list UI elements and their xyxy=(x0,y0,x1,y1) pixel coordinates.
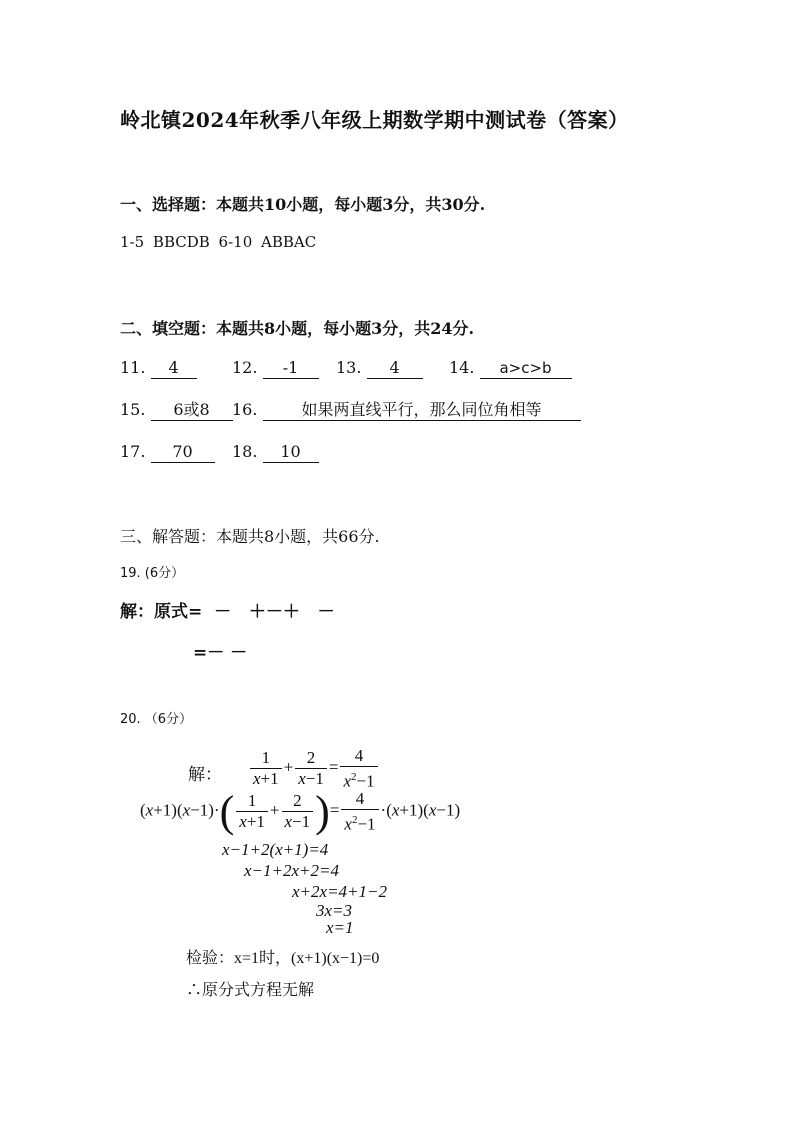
fill-answer: 4 xyxy=(367,358,423,379)
q20-equation-2: (x+1)(x−1)·( $\frac{1}{x+1}$ + $\frac{2}{x-1}$ )= $\frac{4}{x^2-1}$ ·(x+1)(x−1) xyxy=(140,786,461,836)
section1-heading: 一、选择题：本题共10小题，每小题3分，共30分. xyxy=(120,195,486,214)
page-title: 岭北镇2024年秋季八年级上期数学期中测试卷（答案） xyxy=(120,108,629,132)
fill-answer: a>c>b xyxy=(480,358,572,379)
section2-heading: 二、填空题：本题共8小题，每小题3分，共24分. xyxy=(120,319,475,338)
q20-step3: x−1+2(x+1)=4 xyxy=(222,840,329,859)
fill-answer: 4 xyxy=(151,358,197,379)
fill-num: 11. xyxy=(120,358,146,377)
fill-item-15 xyxy=(120,400,233,421)
fill-answer: 6或8 xyxy=(151,400,233,421)
fill-answer: 10 xyxy=(263,442,319,463)
fill-num: 12. xyxy=(232,358,258,377)
fill-num: 16. xyxy=(232,400,258,419)
fill-item-16 xyxy=(232,400,581,421)
q20-equation-1: $\frac{1}{x+1}$ + $\frac{2}{x-1}$ = $\frac{4}{x^2-1}$ xyxy=(248,746,380,792)
q20-conclusion: ∴原分式方程无解 xyxy=(186,982,315,999)
fill-num: 14. xyxy=(449,358,475,377)
fill-num: 18. xyxy=(232,442,258,461)
fill-item-14 xyxy=(449,358,572,379)
q19-line2: =－ － xyxy=(193,643,248,663)
section3-heading: 三、解答题：本题共8小题，共66分. xyxy=(120,527,380,546)
q20-check: 检验：x=1时，(x+1)(x−1)=0 xyxy=(186,950,380,967)
q20-label: 20. （6分） xyxy=(120,712,193,727)
fill-num: 13. xyxy=(336,358,362,377)
q20-solve-label: 解： xyxy=(188,765,222,784)
q20-step5: x+2x=4+1−2 xyxy=(292,882,387,901)
fill-num: 15. xyxy=(120,400,146,419)
fill-item-11 xyxy=(120,358,197,379)
fill-answer: 70 xyxy=(151,442,215,463)
q20-step4: x−1+2x+2=4 xyxy=(244,861,339,880)
fill-item-17 xyxy=(120,442,215,463)
fill-item-13 xyxy=(336,358,423,379)
q19-line1: 解：原式= － ＋－＋ － xyxy=(120,602,335,622)
section1-answers: 1-5 BBCDB 6-10 ABBAC xyxy=(120,233,317,251)
q19-label: 19. (6分） xyxy=(120,566,185,581)
fill-answer: -1 xyxy=(263,358,319,379)
fill-item-12 xyxy=(232,358,319,379)
q20-step6: 3x=3 xyxy=(316,901,353,920)
q20-step7: x=1 xyxy=(326,918,354,937)
fill-num: 17. xyxy=(120,442,146,461)
fill-item-18 xyxy=(232,442,319,463)
fill-answer: 如果两直线平行，那么同位角相等 xyxy=(263,400,581,421)
